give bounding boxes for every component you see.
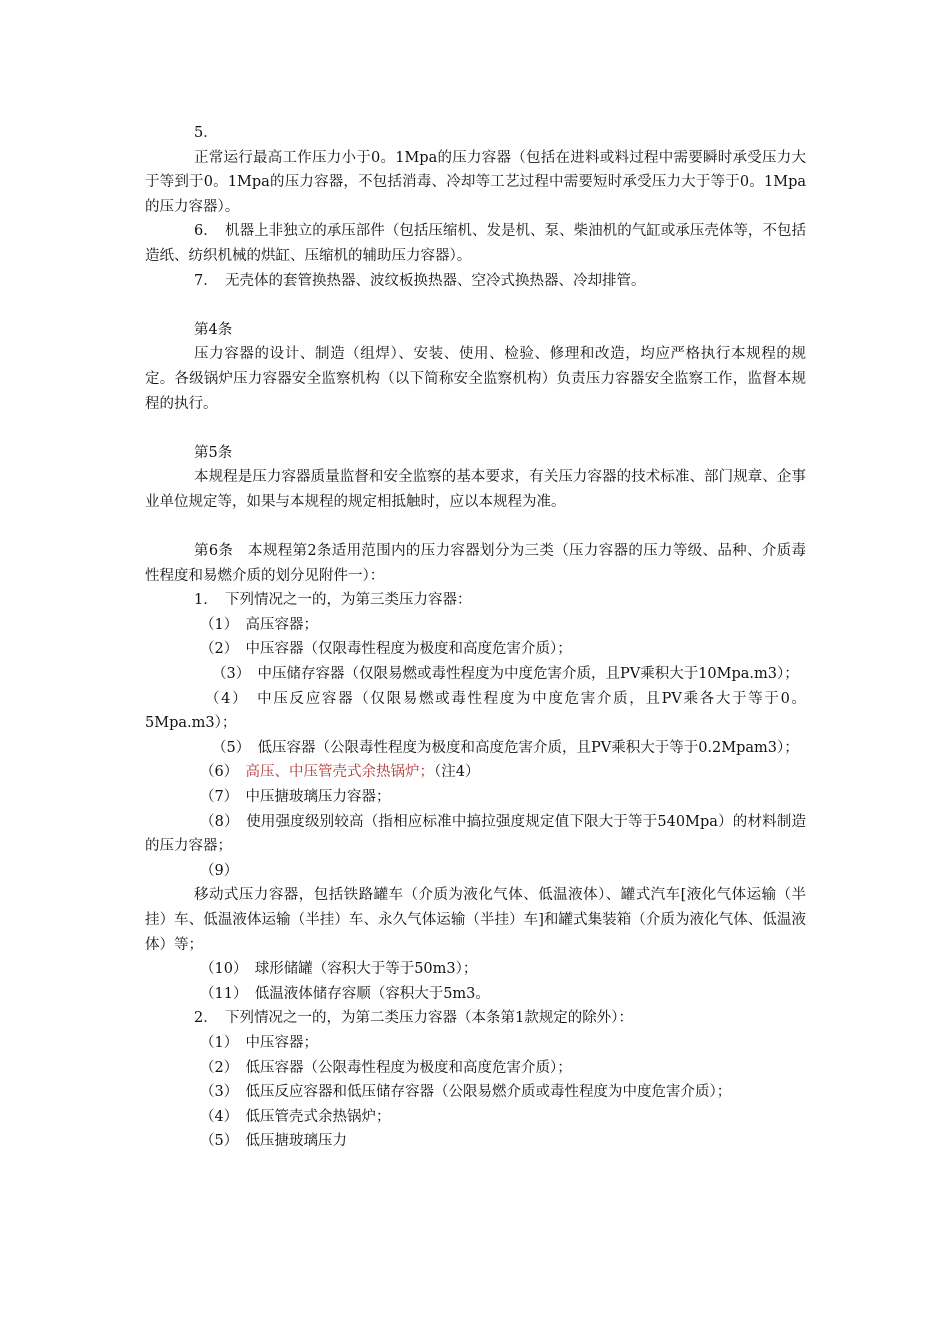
- class-3-item-4: （4） 中压反应容器（仅限易燃或毒性程度为中度危害介质，且PV乘各大于等于0。5Mpa.m3）；: [145, 690, 806, 732]
- class-2-item-2: （2） 低压容器（公限毒性程度为极度和高度危害介质）；: [200, 1059, 572, 1076]
- class-3-item-9-number: （9）: [200, 862, 239, 879]
- class-3-heading: 1． 下列情况之一的，为第三类压力容器：: [194, 592, 472, 609]
- class-3-item-5: （5） 低压容器（公限毒性程度为极度和高度危害介质，且PV乘积大于等于0.2Mpam3）；: [212, 739, 799, 756]
- paragraph-gap: [145, 515, 806, 540]
- article-5-heading: 第5条: [194, 444, 233, 461]
- class-3-item-7: （7） 中压搪玻璃压力容器；: [200, 789, 391, 806]
- item-5-text: 正常运行最高工作压力小于0。1Mpa的压力容器（包括在进料或料过程中需要瞬时承受压力大于等到于0。1Mpa的压力容器，不包括消毒、冷却等工艺过程中需要短时承受压力大于等于0。1Mpa的压力容器）。: [145, 149, 806, 215]
- class-3-item-10: （10） 球形储罐（容积大于等于50m3）；: [200, 961, 478, 978]
- class-2-item-4: （4） 低压管壳式余热锅炉；: [200, 1108, 391, 1125]
- class-3-item-6: [145, 760, 806, 785]
- item-6-text: 6． 机器上非独立的承压部件（包括压缩机、发是机、泵、柴油机的气缸或承压壳体等，不包括造纸、纺织机械的烘缸、压缩机的辅助压力容器）。: [145, 223, 806, 264]
- class-2-item-1: （1） 中压容器；: [200, 1034, 318, 1051]
- document-body: [145, 121, 806, 1154]
- paragraph-gap: [145, 416, 806, 441]
- item-5-number: 5．: [194, 125, 218, 141]
- paragraph-gap: [145, 293, 806, 318]
- article-5-text: 本规程是压力容器质量监督和安全监察的基本要求，有关压力容器的技术标准、部门规章、企事业单位规定等，如果与本规程的规定相抵触时，应以本规程为准。: [145, 469, 806, 510]
- article-4-text: 压力容器的设计、制造（组焊）、安装、使用、检验、修理和改造，均应严格执行本规程的规定。各级锅炉压力容器安全监察机构（以下简称安全监察机构）负责压力容器安全监察工作，监督本规程的执行。: [145, 346, 806, 412]
- highlighted-text: 高压、中压管壳式余热锅炉；: [245, 764, 434, 781]
- class-3-item-2: （2） 中压容器（仅限毒性程度为极度和高度危害介质）；: [200, 641, 572, 658]
- class-2-item-5: （5） 低压搪玻璃压力: [200, 1133, 347, 1150]
- article-4-heading: 第4条: [194, 321, 233, 338]
- item-6-number: （6）: [200, 764, 246, 781]
- class-3-item-1: （1） 高压容器；: [200, 616, 318, 633]
- class-3-item-11: （11） 低温液体储存容顺（容积大于5m3。: [200, 985, 490, 1002]
- class-3-item-3: （3） 中压储存容器（仅限易燃或毒性程度为中度危害介质，且PV乘积大于10Mpa.m3）；: [212, 666, 799, 683]
- class-2-item-3: （3） 低压反应容器和低压储存容器（公限易燃介质或毒性程度为中度危害介质）；: [200, 1084, 732, 1101]
- class-3-item-9-text: 移动式压力容器，包括铁路罐车（介质为液化气体、低温液体）、罐式汽车[液化气体运输（半挂）车、低温液体运输（半挂）车、永久气体运输（半挂）车]和罐式集装箱（介质为液化气体、低温液体）等；: [145, 887, 806, 953]
- class-2-heading: 2． 下列情况之一的，为第二类压力容器（本条第1款规定的除外）：: [194, 1010, 633, 1027]
- article-6-text: 第6条 本规程第2条适用范围内的压力容器划分为三类（压力容器的压力等级、品种、介质毒性程度和易燃介质的划分见附件一）：: [145, 543, 806, 584]
- item-7-text: 7． 无壳体的套管换热器、波纹板换热器、空冷式换热器、冷却排管。: [194, 272, 646, 289]
- class-3-item-8: （8） 使用强度级别较高（指相应标准中搞拉强度规定值下限大于等于540Mpa）的材料制造的压力容器；: [145, 813, 806, 855]
- note-reference: （注4）: [433, 764, 480, 781]
